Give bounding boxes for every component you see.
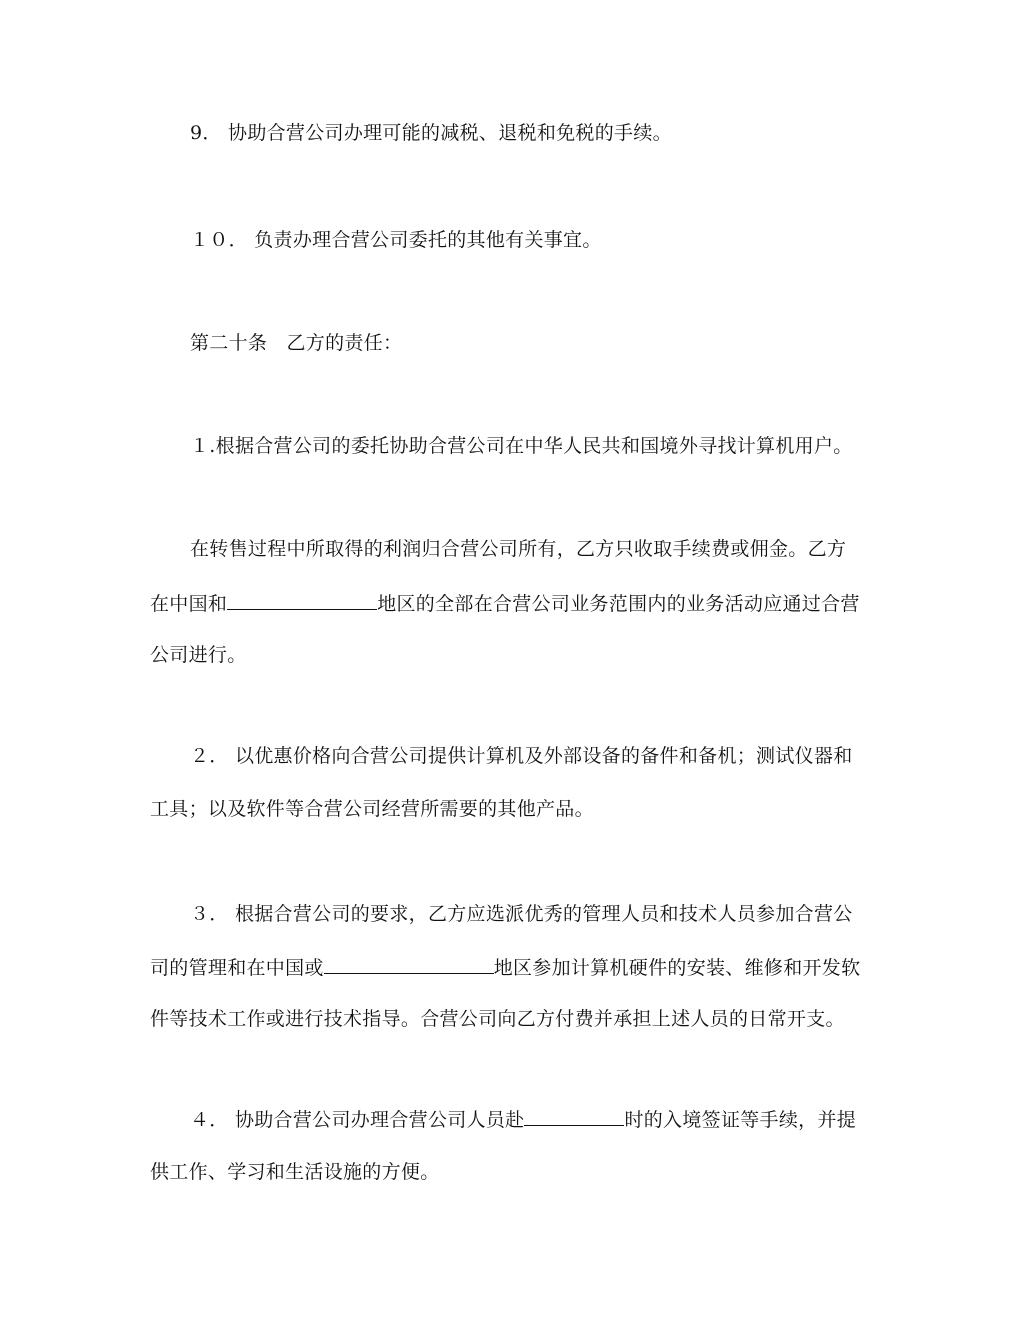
- responsibility-item-3-line-1: ３． 根据合营公司的要求，乙方应选派优秀的管理人员和技术人员参加合营公: [190, 903, 853, 925]
- paragraph-item-10: １０． 负责办理合营公司委托的其他有关事宜。: [190, 229, 602, 251]
- resale-paragraph-line-3: 公司进行。: [150, 644, 247, 666]
- text-segment: 在中国和: [150, 593, 228, 615]
- responsibility-item-3-line-2: [150, 955, 860, 980]
- responsibility-item-2-line-2: 工具；以及软件等合营公司经营所需要的其他产品。: [150, 798, 594, 820]
- responsibility-item-2-line-1: ２． 以优惠价格向合营公司提供计算机及外部设备的备件和备机；测试仪器和: [190, 745, 853, 767]
- fill-in-blank[interactable]: [227, 591, 377, 610]
- responsibility-item-3-line-3: 件等技术工作或进行技术指导。合营公司向乙方付费并承担上述人员的日常开支。: [150, 1008, 845, 1030]
- resale-paragraph-line-1: 在转售过程中所取得的利润归合营公司所有，乙方只收取手续费或佣金。乙方: [190, 538, 847, 560]
- responsibility-item-4-line-2: 供工作、学习和生活设施的方便。: [150, 1161, 440, 1183]
- responsibility-item-1: １.根据合营公司的委托协助合营公司在中华人民共和国境外寻找计算机用户。: [190, 435, 853, 457]
- text-segment: ４． 协助合营公司办理合营公司人员赴: [190, 1109, 525, 1131]
- fill-in-blank[interactable]: [324, 955, 494, 974]
- article-heading: 第二十条 乙方的责任：: [190, 332, 403, 354]
- text-segment: 地区的全部在合营公司业务范围内的业务活动应通过合营: [377, 593, 860, 615]
- fill-in-blank[interactable]: [524, 1107, 624, 1126]
- resale-paragraph-line-2: [150, 591, 860, 616]
- text-segment: 时的入境签证等手续，并提: [624, 1109, 857, 1131]
- text-segment: 司的管理和在中国或: [150, 957, 324, 979]
- paragraph-item-9: 9． 协助合营公司办理可能的减税、退税和免税的手续。: [190, 122, 672, 144]
- responsibility-item-4-line-1: [190, 1107, 856, 1132]
- text-segment: 地区参加计算机硬件的安装、维修和开发软: [493, 957, 861, 979]
